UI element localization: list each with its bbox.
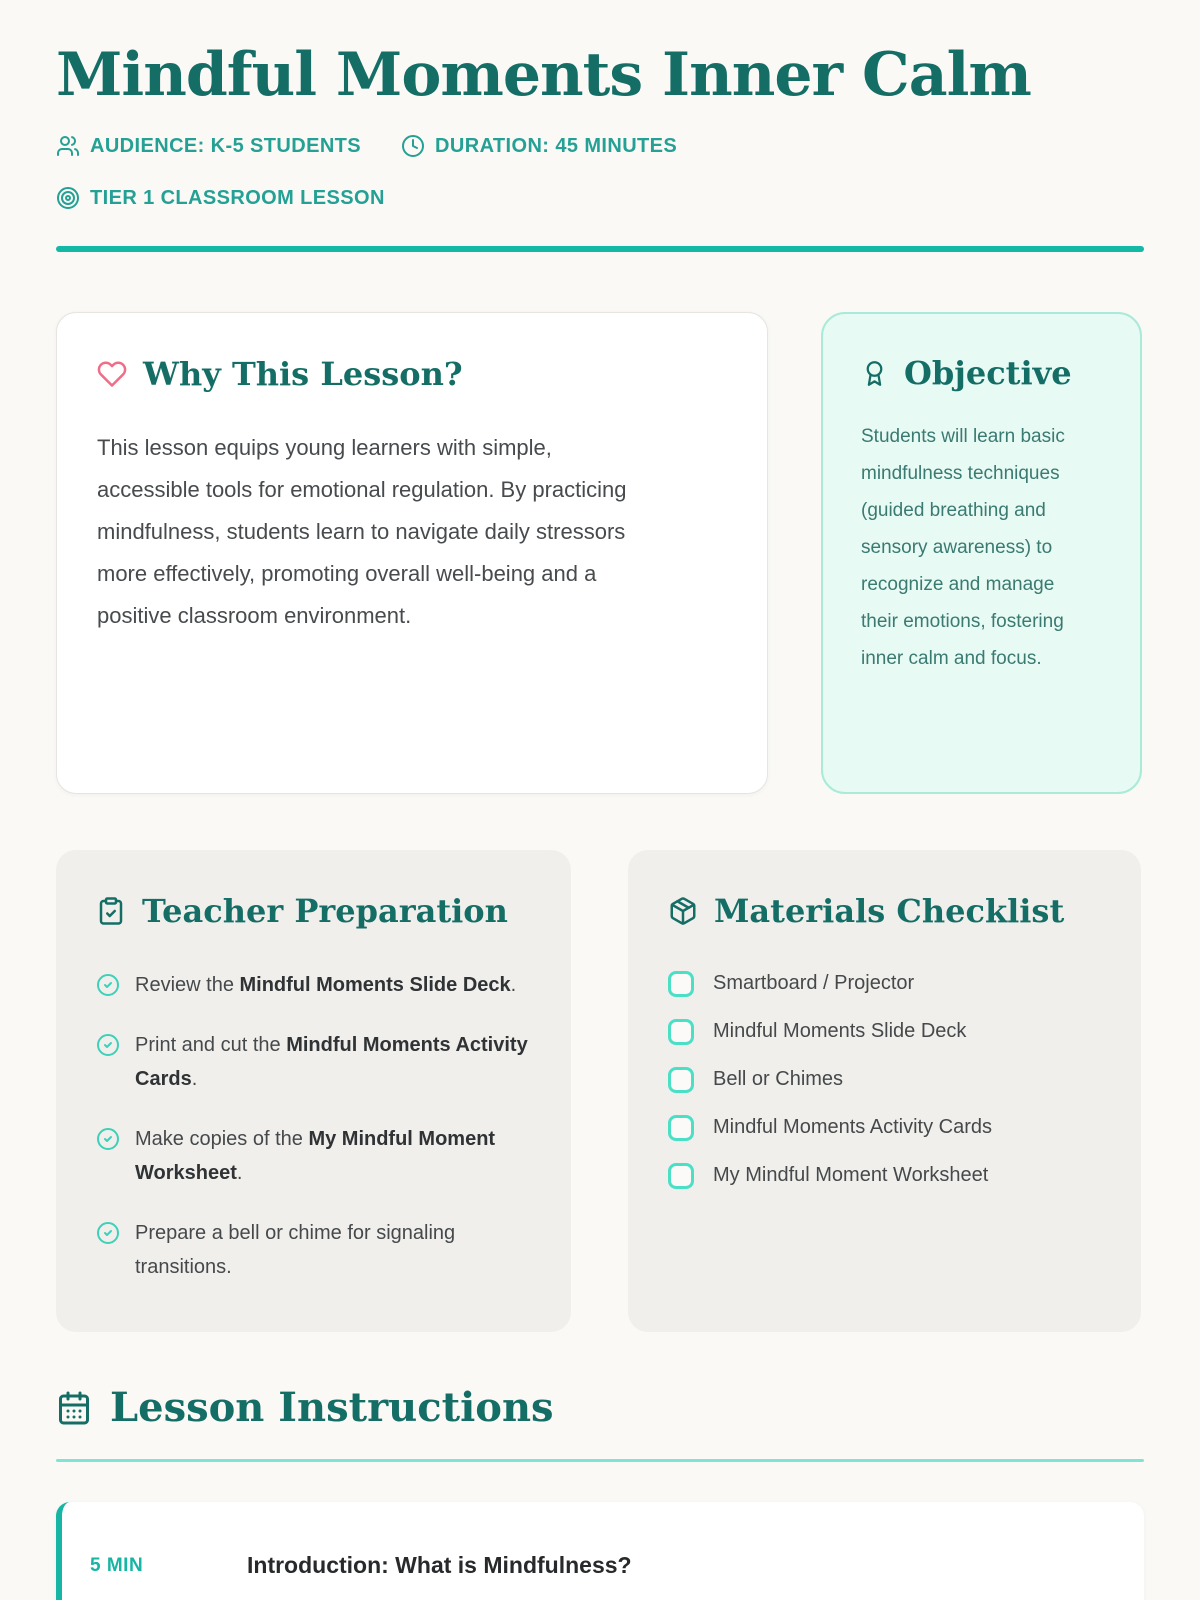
meta-row-2	[56, 186, 1144, 210]
material-checkbox[interactable]	[668, 1019, 694, 1045]
preparation-item: Print and cut the Mindful Moments Activity Cards.	[96, 1028, 531, 1096]
why-card-body: This lesson equips young learners with simple, accessible tools for emotional regulation. By practicing mindfulness, students learn to navigate daily stressors more effectively, promoting overall well-being and a positive classroom environment.	[97, 435, 627, 628]
preparation-item: Prepare a bell or chime for signaling transitions.	[96, 1216, 531, 1284]
audience-label: AUDIENCE: K-5 STUDENTS	[90, 134, 362, 157]
check-circle-icon	[96, 973, 120, 997]
material-label: Smartboard / Projector	[713, 972, 915, 994]
clipboard-check-icon	[96, 896, 126, 926]
preparation-card-heading	[96, 892, 531, 930]
materials-item	[668, 1066, 1101, 1093]
materials-list	[668, 970, 1101, 1189]
check-circle-icon	[96, 1221, 120, 1245]
meta-row-1	[56, 134, 1144, 158]
step-duration-badge: 5 MIN	[90, 1555, 144, 1576]
material-checkbox[interactable]	[668, 971, 694, 997]
why-card-title: Why This Lesson?	[143, 355, 463, 393]
objective-card-title: Objective	[904, 354, 1072, 392]
preparation-list	[96, 968, 531, 1284]
why-this-lesson-card	[56, 312, 768, 794]
materials-item	[668, 1114, 1101, 1141]
lesson-instructions-heading	[56, 1384, 1144, 1431]
target-icon	[56, 186, 80, 210]
check-circle-icon	[96, 1033, 120, 1057]
users-icon	[56, 134, 80, 158]
materials-card-heading	[668, 892, 1101, 930]
heart-icon	[97, 359, 127, 389]
check-circle-icon	[96, 1127, 120, 1151]
materials-card-title: Materials Checklist	[714, 892, 1065, 930]
materials-item	[668, 1162, 1101, 1189]
package-box-icon	[668, 896, 698, 926]
audience-meta	[56, 134, 361, 158]
material-label: Mindful Moments Activity Cards	[713, 1116, 992, 1138]
section-divider	[56, 1459, 1144, 1462]
cards-row-2	[56, 850, 1144, 1332]
material-checkbox[interactable]	[668, 1067, 694, 1093]
materials-item	[668, 1018, 1101, 1045]
materials-item	[668, 970, 1101, 997]
preparation-item: Review the Mindful Moments Slide Deck.	[96, 968, 531, 1002]
material-label: My Mindful Moment Worksheet	[713, 1164, 989, 1186]
duration-label: DURATION: 45 MINUTES	[435, 134, 678, 157]
teacher-preparation-card	[56, 850, 571, 1332]
lesson-plan-page	[0, 42, 1200, 1600]
objective-card-body: Students will learn basic mindfulness techniques (guided breathing and sensory awareness) to recognize and manage their emotions, fostering inner calm and focus.	[861, 426, 1065, 669]
material-checkbox[interactable]	[668, 1163, 694, 1189]
duration-meta	[401, 134, 677, 158]
header-divider	[56, 246, 1144, 252]
why-card-heading	[97, 355, 727, 393]
tier-meta	[56, 186, 385, 210]
material-label: Mindful Moments Slide Deck	[713, 1020, 967, 1042]
cards-row-1	[56, 312, 1144, 794]
clock-icon	[401, 134, 425, 158]
lesson-instructions-title: Lesson Instructions	[110, 1384, 554, 1431]
calendar-icon	[56, 1390, 92, 1426]
objective-card-heading	[861, 354, 1102, 392]
preparation-card-title: Teacher Preparation	[142, 892, 508, 930]
material-checkbox[interactable]	[668, 1115, 694, 1141]
material-label: Bell or Chimes	[713, 1068, 844, 1090]
step-title: Introduction: What is Mindfulness?	[247, 1552, 632, 1578]
preparation-item: Make copies of the My Mindful Moment Worksheet.	[96, 1122, 531, 1190]
lesson-step-card	[56, 1502, 1144, 1600]
objective-card	[821, 312, 1142, 794]
materials-checklist-card	[628, 850, 1141, 1332]
award-ribbon-icon	[861, 360, 888, 387]
page-title: Mindful Moments Inner Calm	[56, 40, 1031, 110]
tier-label: TIER 1 CLASSROOM LESSON	[90, 186, 385, 209]
